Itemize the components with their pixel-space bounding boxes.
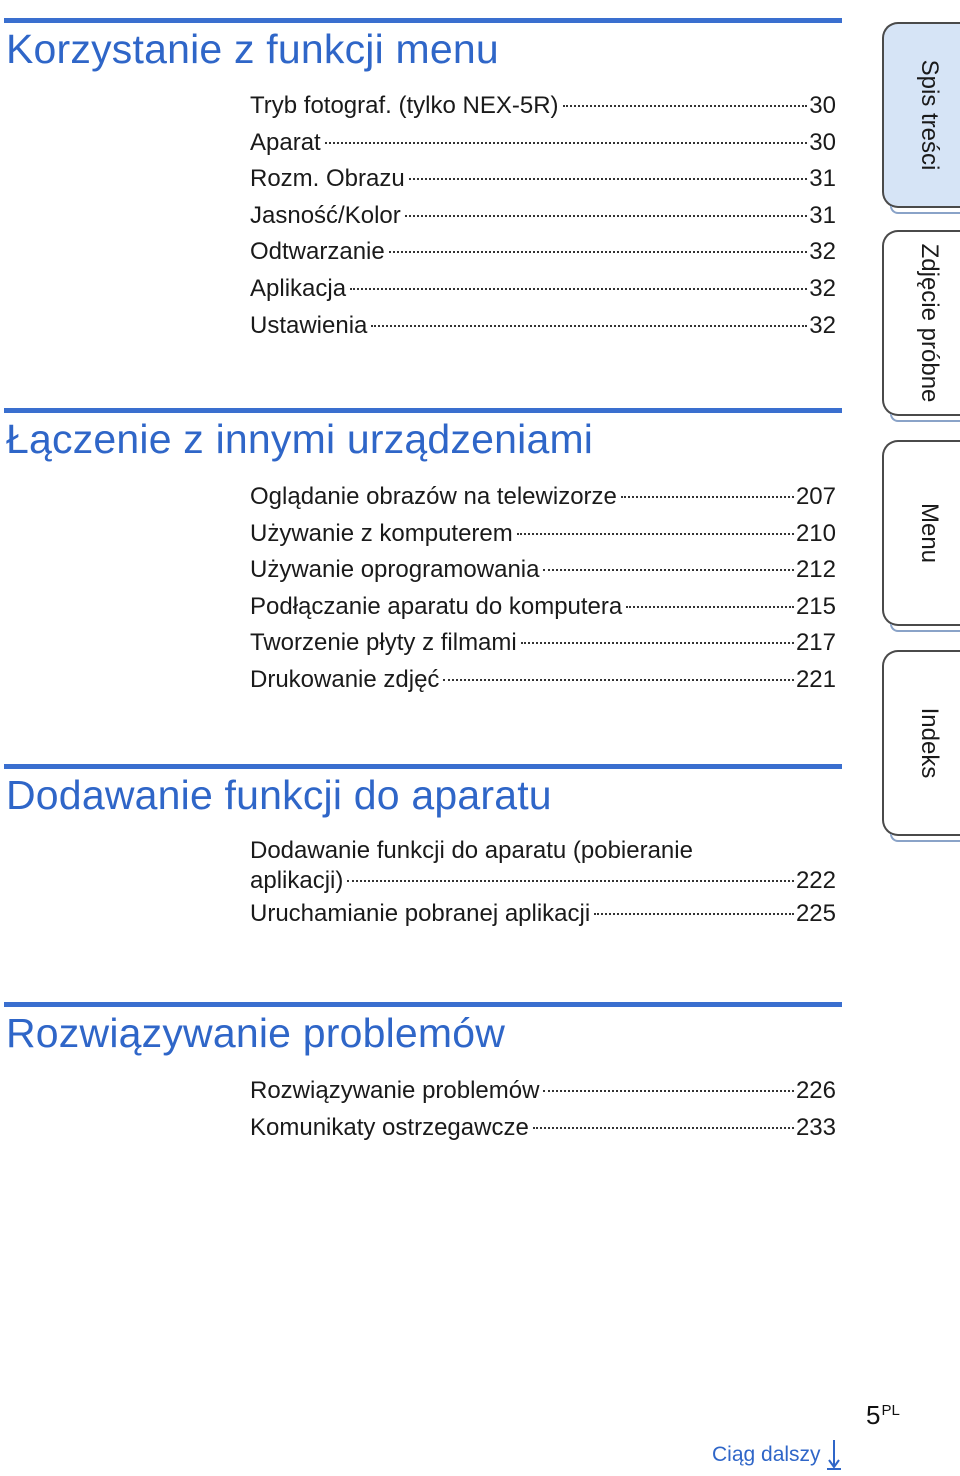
toc-entry[interactable] [250, 88, 836, 125]
toc-entry-label: aplikacji) [250, 867, 344, 894]
leader-dots [325, 142, 808, 144]
toc-entry-label: Używanie z komputerem [250, 519, 513, 547]
toc-entry[interactable] [250, 552, 836, 589]
leader-dots [621, 496, 794, 498]
toc-entry-label: Drukowanie zdjęć [250, 665, 440, 693]
section-title: Dodawanie funkcji do aparatu [6, 772, 552, 818]
section-menu-functions [6, 18, 842, 75]
tab-label: Zdjęcie próbne [916, 243, 943, 403]
toc-entry-label: Ustawienia [250, 311, 368, 339]
tab-label: Indeks [916, 707, 943, 779]
section-troubleshooting [6, 1002, 842, 1059]
toc-entry[interactable] [250, 308, 836, 345]
leader-dots [350, 288, 807, 290]
toc-entry-page: 215 [795, 592, 836, 620]
tab-sample-photo[interactable] [882, 230, 960, 416]
toc-entry-label: Tryb fotograf. (tylko NEX-5R) [250, 92, 559, 119]
toc-entry-page: 210 [795, 519, 836, 547]
toc-entry[interactable] [250, 198, 836, 235]
leader-dots [543, 1090, 794, 1092]
toc-entry-label: Komunikaty ostrzegawcze [250, 1113, 529, 1141]
toc-entry-page: 32 [809, 238, 836, 266]
toc-entry[interactable] [250, 662, 836, 699]
toc-entry[interactable] [250, 1110, 836, 1147]
toc-entry-label: Uruchamianie pobranej aplikacji [250, 900, 591, 927]
toc-entry[interactable] [250, 479, 836, 516]
toc-entry-page: 32 [809, 311, 836, 339]
section-adding-functions [6, 764, 842, 821]
leader-dots [543, 569, 793, 571]
toc-entry-page: 222 [795, 867, 836, 894]
toc-entry[interactable] [250, 589, 836, 626]
toc-entry-label: Jasność/Kolor [250, 201, 401, 229]
leader-dots [409, 178, 808, 180]
leader-dots [443, 679, 794, 681]
leader-dots [389, 251, 808, 253]
toc-entry-page: 207 [795, 483, 836, 510]
toc-entry-label: Aplikacja [250, 274, 347, 302]
toc-entry-page: 217 [795, 629, 836, 657]
section-title: Rozwiązywanie problemów [6, 1010, 506, 1056]
toc-entry-page: 30 [809, 128, 836, 156]
toc-entry-label: Podłączanie aparatu do komputera [250, 592, 623, 620]
toc-entry-label: Używanie oprogramowania [250, 556, 540, 584]
toc-entry-label: Aparat [250, 128, 321, 156]
section-title: Łączenie z innymi urządzeniami [6, 416, 594, 462]
toc-entry-page: 221 [795, 665, 836, 693]
toc-entry[interactable] [250, 516, 836, 553]
section-connecting-devices [6, 408, 842, 465]
page-number-suffix: PL [881, 1402, 900, 1419]
toc-entry-label: Odtwarzanie [250, 238, 385, 266]
toc-entry-page: 32 [809, 274, 836, 302]
tab-index[interactable] [882, 650, 960, 836]
leader-dots [347, 880, 794, 882]
toc-list-menu-functions [250, 88, 836, 344]
continued-label: Ciąg dalszy [712, 1443, 821, 1466]
toc-entry-page: 31 [809, 165, 836, 193]
toc-entry[interactable] [250, 836, 836, 896]
toc-entry[interactable] [250, 1073, 836, 1110]
toc-entry-label: Rozwiązywanie problemów [250, 1077, 540, 1104]
leader-dots [626, 606, 794, 608]
toc-entry-page: 30 [809, 92, 836, 119]
toc-list-troubleshooting [250, 1073, 836, 1146]
toc-entry[interactable] [250, 896, 836, 933]
toc-entry-page: 31 [809, 201, 836, 229]
toc-entry-page: 225 [795, 900, 836, 927]
leader-dots [563, 105, 808, 107]
toc-entry[interactable] [250, 625, 836, 662]
toc-list-connecting-devices [250, 479, 836, 699]
toc-entry[interactable] [250, 125, 836, 162]
toc-entry-label: Oglądanie obrazów na telewizorze [250, 483, 617, 510]
continued-link[interactable] [712, 1440, 841, 1470]
toc-entry-label: Tworzenie płyty z filmami [250, 629, 517, 657]
toc-entry-page: 233 [795, 1113, 836, 1141]
leader-dots [405, 215, 808, 217]
leader-dots [371, 325, 807, 327]
tab-table-of-contents[interactable] [882, 22, 960, 208]
toc-entry-label-line1: Dodawanie funkcji do aparatu (pobieranie [250, 837, 693, 864]
section-title: Korzystanie z funkcji menu [6, 26, 499, 72]
toc-entry[interactable] [250, 271, 836, 308]
toc-entry-page: 212 [795, 556, 836, 584]
leader-dots [594, 913, 794, 915]
leader-dots [533, 1127, 794, 1129]
arrow-down-icon [827, 1440, 841, 1470]
leader-dots [521, 642, 794, 644]
tab-menu[interactable] [882, 440, 960, 626]
toc-entry[interactable] [250, 234, 836, 271]
page-number [866, 1400, 900, 1431]
toc-entry-label: Rozm. Obrazu [250, 165, 405, 193]
toc-list-adding-functions [250, 836, 836, 933]
tab-label: Spis treści [916, 59, 943, 171]
leader-dots [517, 533, 794, 535]
toc-entry-page: 226 [795, 1077, 836, 1104]
tab-label: Menu [916, 502, 943, 564]
page-number-value: 5 [866, 1400, 881, 1430]
toc-entry[interactable] [250, 161, 836, 198]
